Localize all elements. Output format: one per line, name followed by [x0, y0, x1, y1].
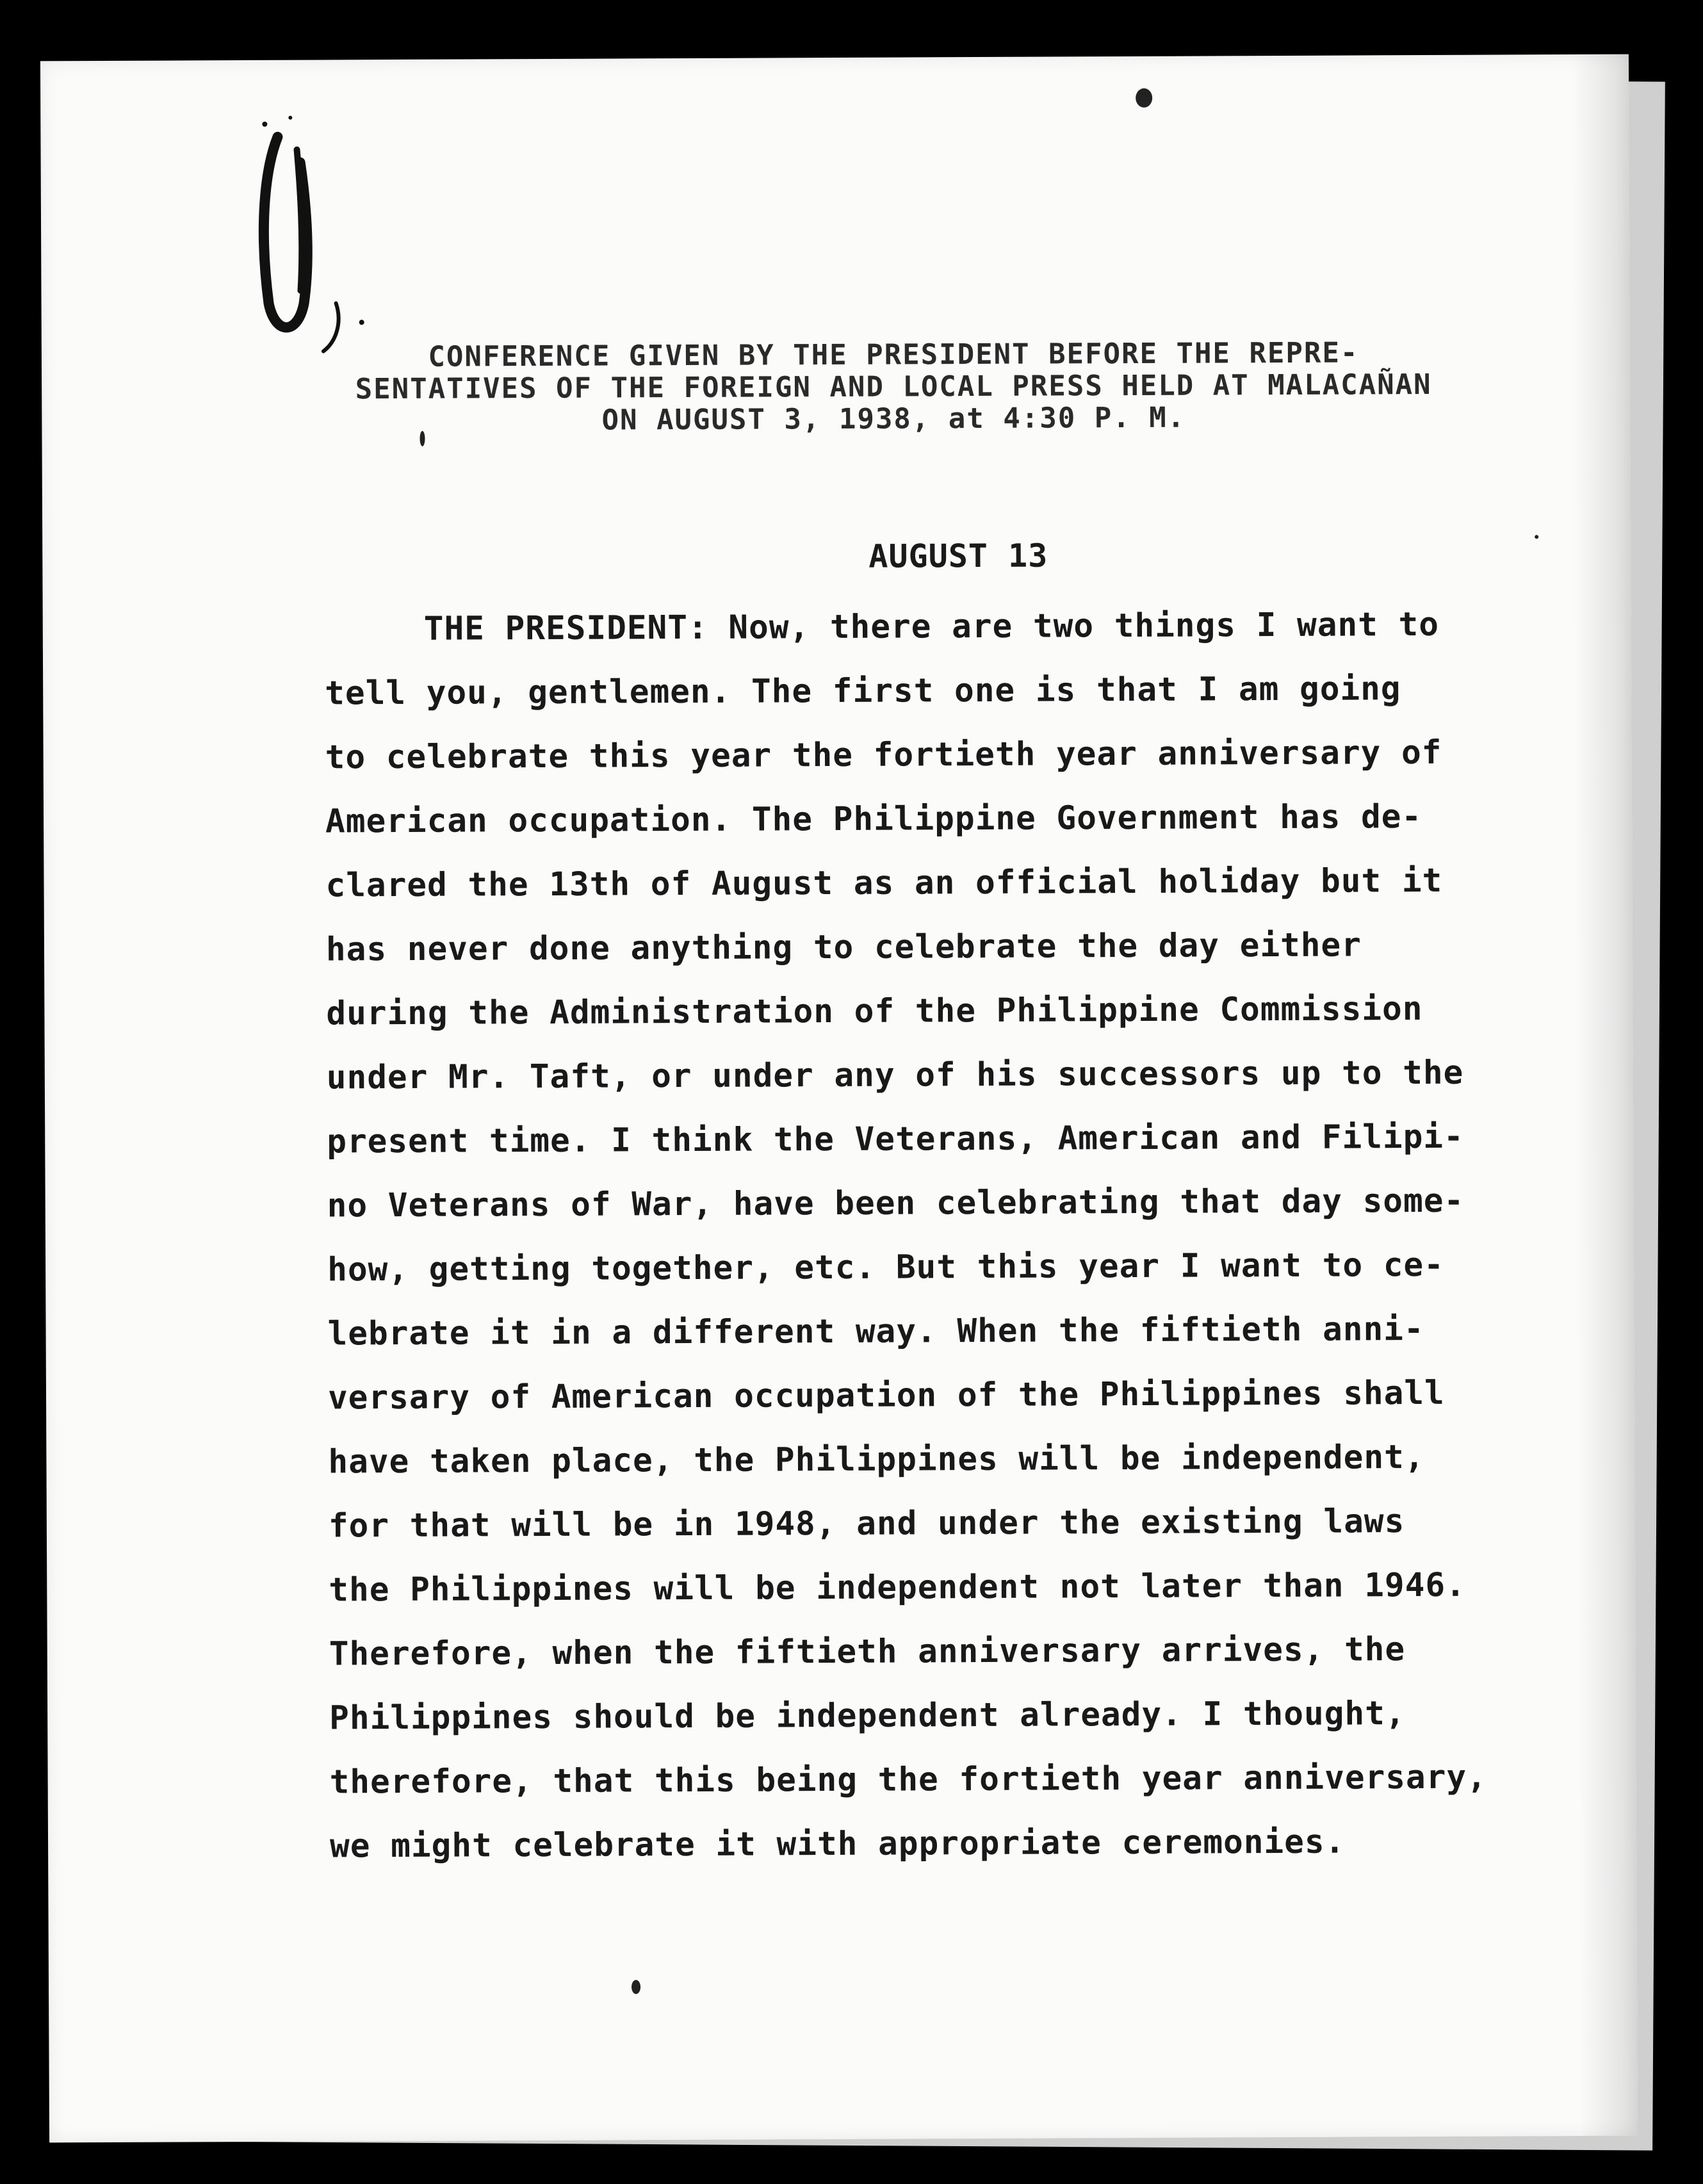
section-date: AUGUST 13	[868, 537, 1048, 575]
body-line: versary of American occupation of the Philippines shall	[327, 1374, 1445, 1417]
body-line: under Mr. Taft, or under any of his successors up to the	[326, 1054, 1464, 1097]
paper-blemish	[1136, 88, 1152, 108]
body-line: clared the 13th of August as an official holiday but it	[325, 861, 1443, 905]
document-heading	[285, 336, 1503, 437]
body-text	[325, 593, 1487, 1879]
body-line: the Philippines will be independent not later than 1946.	[329, 1566, 1466, 1609]
body-line: tell you, gentlemen. The first one is that I am going	[325, 670, 1401, 713]
heading-line-1: CONFERENCE GIVEN BY THE PRESIDENT BEFORE THE REPRE-	[428, 336, 1359, 373]
handwritten-mark-icon	[239, 111, 381, 355]
body-line: to celebrate this year the fortieth year anniversary of	[325, 733, 1442, 777]
document-page	[40, 54, 1638, 2143]
body-line: Therefore, when the fiftieth anniversary arrives, the	[329, 1631, 1406, 1674]
body-line: present time. I think the Veterans, American and Filipi-	[327, 1118, 1464, 1161]
body-line: American occupation. The Philippine Government has de-	[325, 798, 1422, 841]
body-line: we might celebrate it with appropriate ceremonies.	[329, 1823, 1346, 1866]
body-line: how, getting together, etc. But this year I want to ce-	[327, 1246, 1445, 1289]
body-line: lebrate it in a different way. When the fiftieth anni-	[327, 1310, 1424, 1353]
body-line: therefore, that this being the fortieth year anniversary,	[329, 1758, 1487, 1802]
heading-line-2: SENTATIVES OF THE FOREIGN AND LOCAL PRESS HELD AT MALACAÑAN	[355, 368, 1432, 406]
body-line: Philippines should be independent already. I thought,	[329, 1695, 1406, 1738]
heading-line-3: ON AUGUST 3, 1938, at 4:30 P. M.	[601, 401, 1186, 437]
body-line: THE PRESIDENT: Now, there are two things I want to	[423, 605, 1440, 648]
body-line: have taken place, the Philippines will be independent,	[328, 1438, 1425, 1481]
paper-blemish	[1535, 535, 1538, 539]
body-line: has never done anything to celebrate the day either	[325, 926, 1362, 969]
paper-blemish	[631, 1980, 640, 1994]
body-line: during the Administration of the Philippine Commission	[326, 990, 1423, 1033]
body-line: for that will be in 1948, and under the existing laws	[328, 1503, 1405, 1545]
body-line: no Veterans of War, have been celebrating that day some-	[327, 1182, 1465, 1225]
